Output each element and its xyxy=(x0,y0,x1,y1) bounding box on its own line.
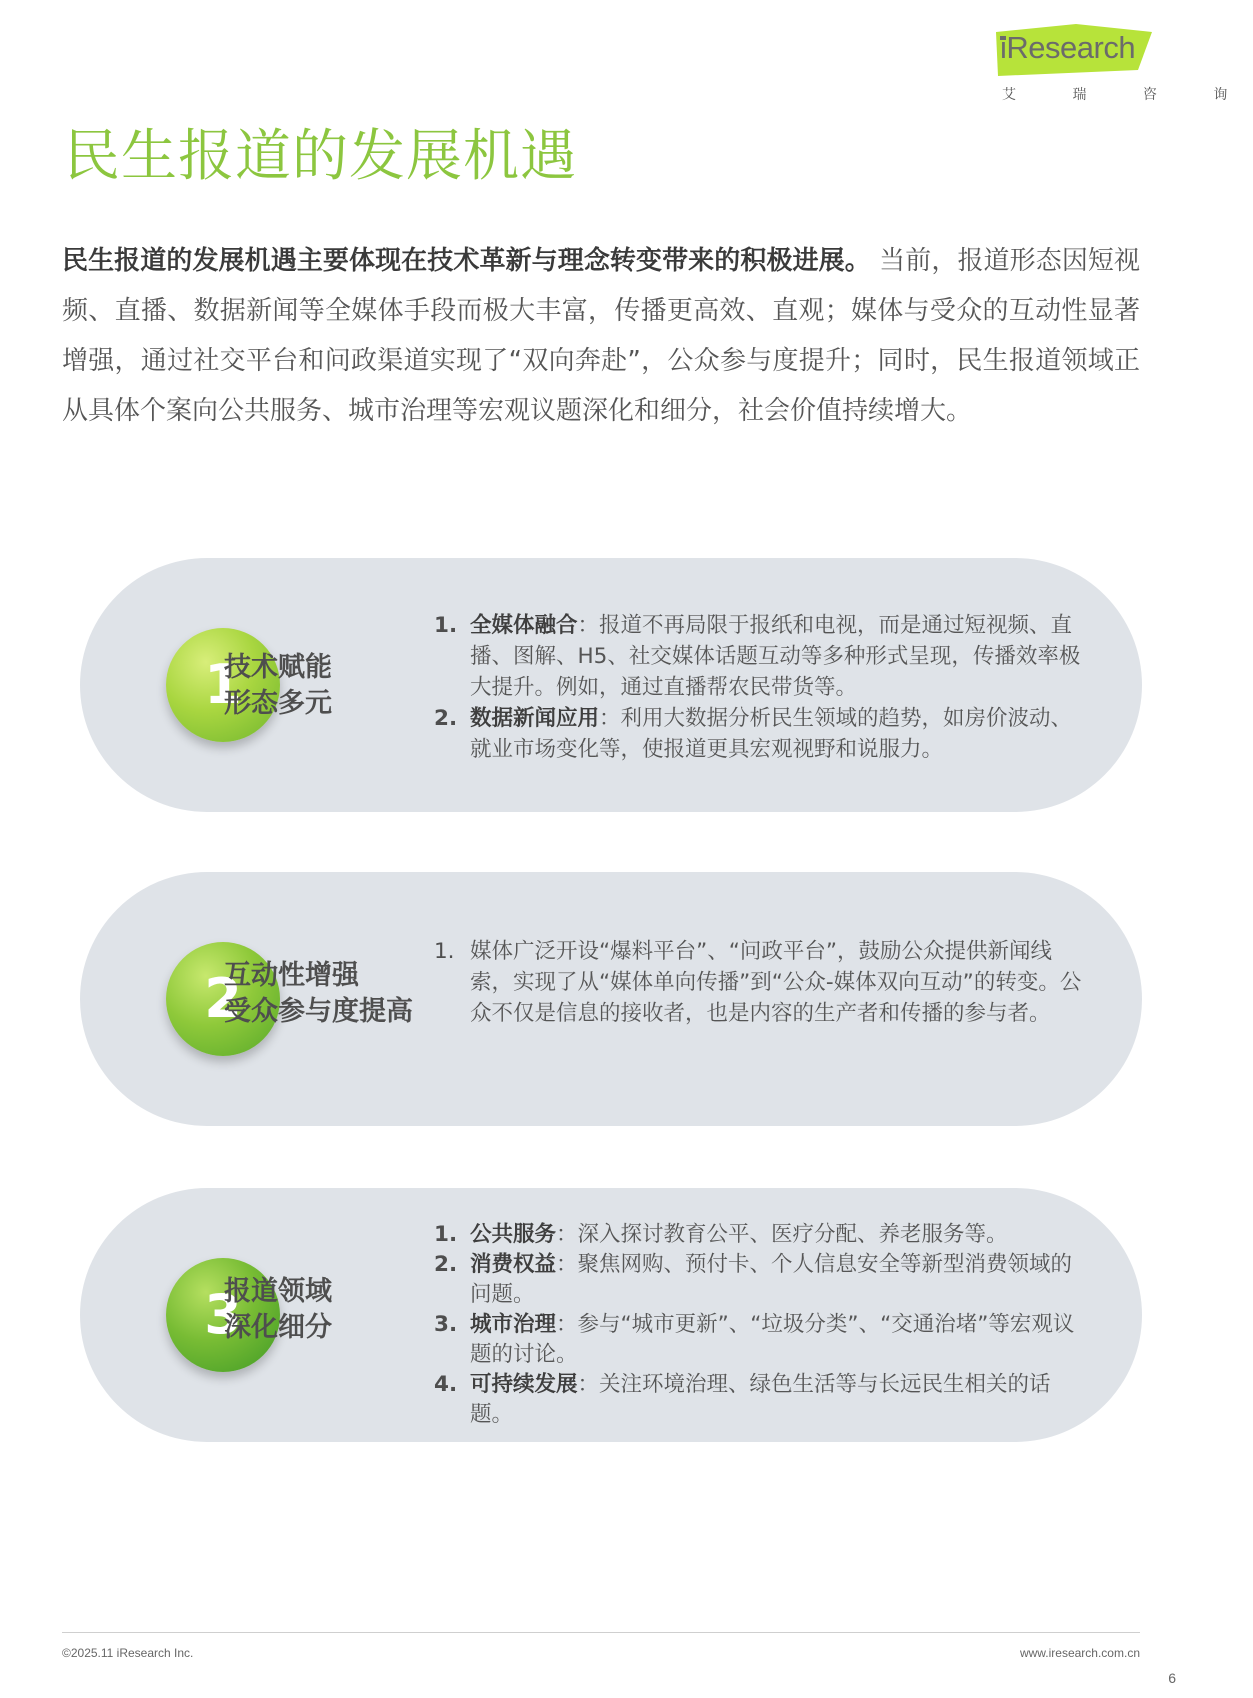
list-item-number: 2. xyxy=(434,706,458,731)
list-item-text: 媒体广泛开设“爆料平台”、“问政平台”，鼓励公众提供新闻线索，实现了从“媒体单向传播”到“公众-媒体双向互动”的转变。公众不仅是信息的接收者，也是内容的生产者和传播的参与者。 xyxy=(470,939,1082,1026)
list-item-key: 公共服务 xyxy=(470,1222,557,1247)
pill-heading-line2: 形态多元 xyxy=(224,688,332,719)
list-item-text: ：深入探讨教育公平、医疗分配、养老服务等。 xyxy=(556,1222,1008,1247)
page-number: 6 xyxy=(1168,1670,1176,1686)
list-item-text: ：参与“城市更新”、“垃圾分类”、“交通治堵”等宏观议题的讨论。 xyxy=(470,1312,1075,1367)
pill-card-1 xyxy=(80,558,1142,812)
pill-heading-line2: 深化细分 xyxy=(224,1312,332,1343)
list-item-number: 3. xyxy=(434,1312,458,1337)
list-item-text: ：利用大数据分析民生领域的趋势，如房价波动、就业市场变化等，使报道更具宏观视野和说服力。 xyxy=(470,706,1073,762)
pill-heading xyxy=(224,958,464,1030)
logo-text: iResearch xyxy=(1000,30,1136,65)
intro-text: 当前，报道形态因短视频、直播、数据新闻等全媒体手段而极大丰富，传播更高效、直观；媒体与受众的互动性显著增强，通过社交平台和问政渠道实现了“双向奔赴”，公众参与度提升；同时，民生报道领域正从具体个案向公共服务、城市治理等宏观议题深化和细分，社会价值持续增大。 xyxy=(62,246,1141,426)
list-item-text: ：关注环境治理、绿色生活等与长远民生相关的话题。 xyxy=(470,1372,1051,1427)
pill-heading-line1: 技术赋能 xyxy=(224,652,332,683)
list-item-key: 全媒体融合 xyxy=(470,613,578,638)
list-item xyxy=(434,1310,1084,1370)
footer-copyright: ©2025.11 iResearch Inc. xyxy=(62,1646,194,1660)
list-item-number: 1. xyxy=(434,613,458,638)
list-item-key: 城市治理 xyxy=(470,1312,557,1337)
list-item-key: 消费权益 xyxy=(470,1252,557,1277)
list-item-key: 数据新闻应用 xyxy=(470,706,600,731)
number-badge: 2 xyxy=(166,942,280,1056)
pill-heading-line1: 互动性增强 xyxy=(224,960,359,991)
list-item-text: ：报道不再局限于报纸和电视，而是通过短视频、直播、图解、H5、社交媒体话题互动等多种形式呈现，传播效率极大提升。例如，通过直播帮农民带货等。 xyxy=(470,613,1081,700)
logo-subtitle: 艾 瑞 咨 询 xyxy=(1002,87,1253,103)
pill-heading xyxy=(224,1274,444,1346)
list-item xyxy=(434,703,1084,765)
intro-paragraph xyxy=(62,236,1140,436)
pill-list xyxy=(434,610,1084,765)
list-item xyxy=(434,1250,1084,1310)
list-item xyxy=(434,1220,1084,1250)
page-title: 民生报道的发展机遇 xyxy=(64,124,577,189)
list-item-key: 可持续发展 xyxy=(470,1372,578,1397)
list-item xyxy=(434,610,1084,703)
pill-heading-line2: 受众参与度提高 xyxy=(224,996,413,1027)
footer-divider xyxy=(62,1632,1140,1633)
list-item-number: 1. xyxy=(434,1222,458,1247)
footer-website[interactable]: www.iresearch.com.cn xyxy=(1019,1646,1140,1660)
list-item xyxy=(434,936,1084,1029)
pill-heading-line1: 报道领域 xyxy=(224,1276,332,1307)
pill-card-3 xyxy=(80,1188,1142,1442)
pill-heading xyxy=(224,650,444,722)
list-item xyxy=(434,1370,1084,1430)
number-badge: 1 xyxy=(166,628,280,742)
list-item-number: 1. xyxy=(434,939,455,964)
iresearch-logo xyxy=(990,22,1253,104)
intro-bold: 民生报道的发展机遇主要体现在技术革新与理念转变带来的积极进展。 xyxy=(62,246,871,276)
pill-card-2 xyxy=(80,872,1142,1126)
list-item-number: 4. xyxy=(434,1372,458,1397)
pill-list xyxy=(434,936,1084,1029)
list-item-number: 2. xyxy=(434,1252,458,1277)
list-item-text: ：聚焦网购、预付卡、个人信息安全等新型消费领域的问题。 xyxy=(470,1252,1073,1307)
pill-list xyxy=(434,1220,1084,1430)
number-badge: 3 xyxy=(166,1258,280,1372)
